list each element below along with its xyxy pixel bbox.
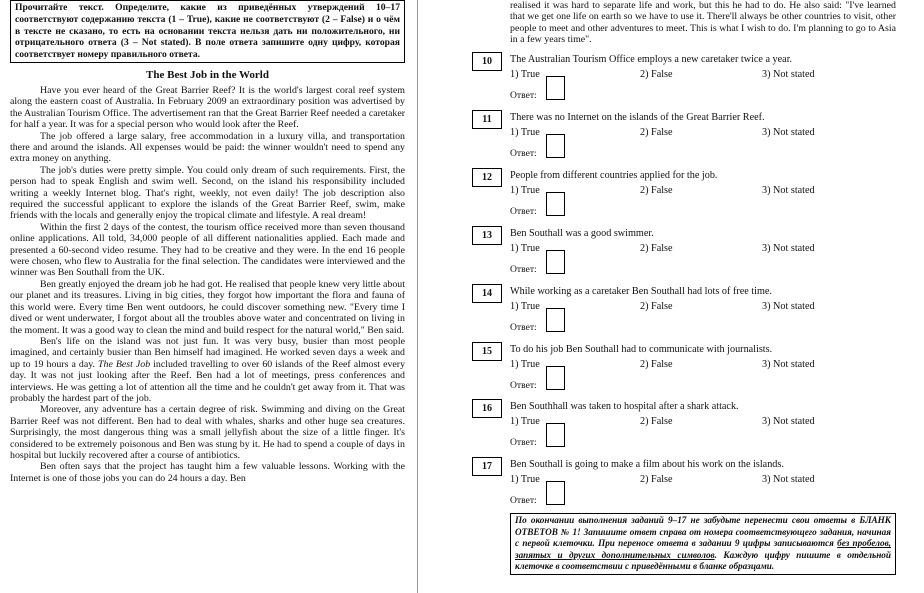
transfer-answers-note [510, 513, 896, 575]
question-text: Ben Southall is going to make a film about his work on the islands. [510, 459, 784, 470]
answer-label: Ответ: [510, 264, 537, 275]
option-not-stated: 3) Not stated [762, 359, 815, 370]
answer-box[interactable] [546, 308, 565, 332]
option-not-stated: 3) Not stated [762, 127, 815, 138]
paragraph: Moreover, any adventure has a certain degree of risk. Swimming and diving on the Great Barrier Reef was not different. Ben had to deal with whales, sharks and other huge sea creatures. Surprisingly, the most dangerous thing was a small jellyfish about the size of a little finger. It's considered to be extremely poisonous and Ben was stung by it. He had to spend a couple of days in hospital but luckily recovered after a course of antibiotics. [10, 404, 405, 461]
option-false: 2) False [640, 416, 673, 427]
answer-label: Ответ: [510, 148, 537, 159]
option-true: 1) True [510, 243, 540, 254]
option-false: 2) False [640, 243, 673, 254]
question-number: 12 [472, 168, 502, 187]
option-false: 2) False [640, 474, 673, 485]
answer-box[interactable] [546, 423, 565, 447]
question-13 [466, 226, 896, 283]
question-17 [466, 457, 896, 514]
option-true: 1) True [510, 359, 540, 370]
question-number: 17 [472, 457, 502, 476]
option-true: 1) True [510, 69, 540, 80]
right-column [466, 0, 896, 572]
question-number: 16 [472, 399, 502, 418]
paragraph: Within the first 2 days of the contest, the tourism office received more than seven thousand online applications. All told, 34,000 people of all different nationalities applied. Each made and presented a 60-second video resume. They had to be creative and they were. In the end 16 people were chosen, who flew to Australia for the final selection. The candidates were interviewed and the winner was Ben Southall from the UK. [10, 221, 405, 279]
question-text: Ben Southall was a good swimmer. [510, 228, 654, 239]
answer-label: Ответ: [510, 206, 537, 217]
text-continuation: realised it was hard to separate life and work, but this he had to do. He also said: "I've learned that we get one life on earth so we have to use it. There'll always be other countries to visit, other people to meet and other adventures to meet. This is what I wish to do. I'm planning to go to Asia in a few years time". [510, 0, 896, 46]
question-number: 14 [472, 284, 502, 303]
note-underlined: без пробелов, запятых и других дополнительных символов [515, 538, 891, 560]
question-10 [466, 52, 896, 109]
question-text: While working as a caretaker Ben Southall had lots of free time. [510, 286, 772, 297]
answer-label: Ответ: [510, 437, 537, 448]
question-text: There was no Internet on the islands of the Great Barrier Reef. [510, 112, 765, 123]
answer-box[interactable] [546, 366, 565, 390]
paragraph: Have you ever heard of the Great Barrier Reef? It is the world's largest coral reef system along the eastern coast of Australia. In February 2009 an extraordinary position was advertised by the Australian Tourism Office. The advertisement ran that the Great Barrier Reef needed a caretaker for half a year. It was for a special person who would look after the Reef. [10, 84, 405, 131]
question-number: 15 [472, 342, 502, 361]
question-text: The Australian Tourism Office employs a new caretaker twice a year. [510, 54, 793, 65]
answer-box[interactable] [546, 76, 565, 100]
column-divider [417, 0, 418, 593]
option-true: 1) True [510, 474, 540, 485]
option-false: 2) False [640, 185, 673, 196]
left-column [10, 0, 405, 484]
option-false: 2) False [640, 69, 673, 80]
text-title: The Best Job in the World [146, 68, 269, 81]
question-text: To do his job Ben Southall had to communicate with journalists. [510, 344, 773, 355]
option-false: 2) False [640, 301, 673, 312]
answer-box[interactable] [546, 192, 565, 216]
answer-box[interactable] [546, 250, 565, 274]
answer-label: Ответ: [510, 380, 537, 391]
option-false: 2) False [640, 359, 673, 370]
paragraph: The job offered a large salary, free accommodation in a luxury villa, and transportation there and around the islands. All expenses would be paid: the winner wouldn't need to spend any extra money on anything. [10, 130, 405, 165]
answer-label: Ответ: [510, 90, 537, 101]
option-true: 1) True [510, 127, 540, 138]
question-number: 10 [472, 52, 502, 71]
option-not-stated: 3) Not stated [762, 69, 815, 80]
paragraph: Ben often says that the project has taught him a few valuable lessons. Working with the Internet is one of those jobs you can do 24 hours a day. Ben [10, 461, 405, 484]
question-14 [466, 284, 896, 341]
paragraph [10, 336, 405, 404]
paragraph: Ben greatly enjoyed the dream job he had got. He realised that people knew very little about our planet and its treasures. Living in big cities, they forgot how important the flora and fauna of this world were. Every time Ben went outdoors, he could discover something new. "Every time I dived or went underwater, I forgot about all the troubles above water and concentrated on living in the moment. It was a good way to clean the mind and build respect for the natural world," Ben said. [10, 278, 405, 336]
task-instructions: Прочитайте текст. Определите, какие из приведённых утверждений 10–17 соответствуют содержанию текста (1 – True), какие не соответствуют (2 – False) и о чём в тексте не сказано, то есть на основании текста нельзя дать ни положительного, ни отрицательного ответа (3 – Not stated). В поле ответа запишите одну цифру, которая соответствует номеру правильного ответа. [10, 0, 405, 63]
para6-italic: The Best Job [98, 358, 151, 370]
option-not-stated: 3) Not stated [762, 416, 815, 427]
question-text: Ben Southhall was taken to hospital after a shark attack. [510, 401, 739, 412]
para6-a: Ben's life on the island was not just fun. It was very busy, busier than most people imagined, and certainly busier than Ben himself had imagined. He worked seven days a week and up to 19 hours a day. [10, 335, 405, 370]
answer-label: Ответ: [510, 495, 537, 506]
note-text-end: . Каждую цифру пишите в отдельной клеточке в соответствии с приведёнными в бланке образцами. [515, 549, 891, 572]
question-11 [466, 110, 896, 167]
question-text: People from different countries applied for the job. [510, 170, 718, 181]
option-not-stated: 3) Not stated [762, 301, 815, 312]
option-true: 1) True [510, 301, 540, 312]
option-true: 1) True [510, 416, 540, 427]
answer-box[interactable] [546, 134, 565, 158]
option-not-stated: 3) Not stated [762, 474, 815, 485]
question-number: 11 [472, 110, 502, 129]
question-number: 13 [472, 226, 502, 245]
option-not-stated: 3) Not stated [762, 243, 815, 254]
answer-box[interactable] [546, 481, 565, 505]
option-false: 2) False [640, 127, 673, 138]
question-12 [466, 168, 896, 225]
question-16 [466, 399, 896, 456]
option-not-stated: 3) Not stated [762, 185, 815, 196]
para6-b: included travelling to over 60 islands of the Reef almost every day. It was not just looking after the Reef. Ben had a lot of meetings, press conferences and interviews. He was getting a lot of attention all the time and he couldn't get away from it. That was probably the hardest part of the job. [10, 358, 406, 404]
paragraph: The job's duties were pretty simple. You could only dream of such requirements. First, the person had to speak English and swim well. Second, on the island his responsibility included writing a weekly Internet blog. That's right, weekly, not even daily! The job description also required the successful applicant to explore the islands of the Great Barrier Reef, swim, make friends with the locals and generally enjoy the tropical climate and lifestyle. A real dream! [10, 164, 405, 222]
note-text: По окончании выполнения заданий 9–17 не забудьте перенести свои ответы в БЛАНК ОТВЕТОВ № 1! Запишите ответ справа от номера соответствующего задания, начиная с первой клеточки. При переносе ответа в задании 9 цифры записываются [515, 515, 891, 549]
question-15 [466, 342, 896, 399]
answer-label: Ответ: [510, 322, 537, 333]
option-true: 1) True [510, 185, 540, 196]
